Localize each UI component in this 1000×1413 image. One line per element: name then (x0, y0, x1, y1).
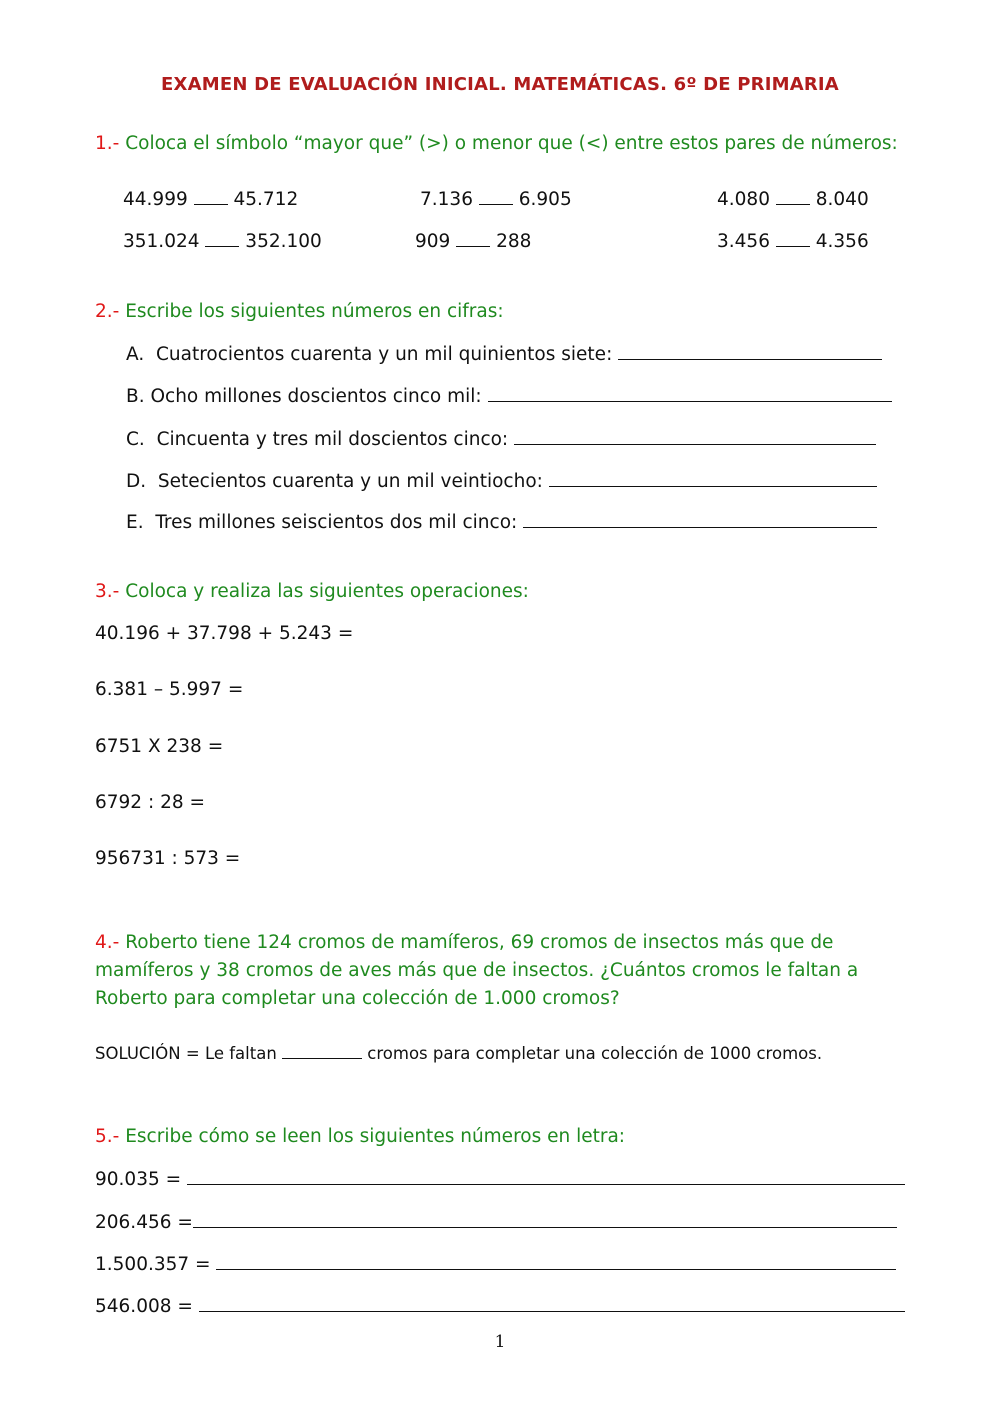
q2-item-b-letter: B. (126, 386, 145, 407)
q2-item-e-answer[interactable] (523, 511, 877, 528)
pair-3 (717, 188, 869, 210)
q5-item-3-answer[interactable] (216, 1253, 896, 1270)
pair-4 (123, 230, 322, 252)
question-1-text: Coloca el símbolo “mayor que” (>) o menor que (<) entre estos pares de números: (125, 133, 898, 154)
pair-2 (420, 188, 572, 210)
pair-5 (415, 230, 531, 252)
operation-4: 6792 : 28 = (95, 792, 205, 813)
question-4-line-3: Roberto para completar una colección de 1.000 cromos? (95, 988, 620, 1009)
q2-item-b-text: Ocho millones doscientos cinco mil: (150, 386, 482, 407)
question-4-text-1: Roberto tiene 124 cromos de mamíferos, 69 cromos de insectos más que de (125, 932, 834, 953)
pair-6-blank[interactable] (776, 230, 810, 247)
q4-solution-before: SOLUCIÓN = Le faltan (95, 1044, 277, 1063)
pair-5-a: 909 (415, 231, 451, 252)
q2-item-d (126, 470, 877, 492)
pair-5-blank[interactable] (456, 230, 490, 247)
q2-item-e (126, 511, 877, 533)
q5-item-2-answer[interactable] (193, 1211, 897, 1228)
q5-item-1-number: 90.035 = (95, 1169, 182, 1190)
question-1-heading (95, 133, 898, 154)
q4-solution (95, 1044, 822, 1063)
q2-item-d-letter: D. (126, 471, 147, 492)
q5-item-4 (95, 1295, 905, 1317)
q5-item-2 (95, 1211, 897, 1233)
question-3-number: 3.- (95, 581, 120, 602)
q5-item-4-number: 546.008 = (95, 1296, 193, 1317)
q2-item-a (126, 343, 882, 365)
pair-3-b: 8.040 (815, 189, 869, 210)
q2-item-c (126, 428, 876, 450)
q2-item-d-text: Setecientos cuarenta y un mil veintiocho: (157, 471, 543, 492)
q2-item-c-text: Cincuenta y tres mil doscientos cinco: (156, 429, 509, 450)
q5-item-3-number: 1.500.357 = (95, 1254, 211, 1275)
q4-solution-after: cromos para completar una colección de 1000 cromos. (367, 1044, 823, 1063)
question-4-number: 4.- (95, 932, 120, 953)
question-3-heading (95, 581, 529, 602)
q2-item-e-letter: E. (126, 512, 144, 533)
operation-1: 40.196 + 37.798 + 5.243 = (95, 623, 354, 644)
pair-1 (123, 188, 298, 210)
q2-item-d-answer[interactable] (549, 470, 877, 487)
operation-3: 6751 X 238 = (95, 736, 224, 757)
pair-2-a: 7.136 (420, 189, 473, 210)
question-2-text: Escribe los siguientes números en cifras: (125, 301, 504, 322)
pair-6-b: 4.356 (815, 231, 869, 252)
question-5-number: 5.- (95, 1126, 120, 1147)
q5-item-1 (95, 1168, 905, 1190)
pair-6 (717, 230, 869, 252)
q2-item-b-answer[interactable] (488, 385, 892, 402)
q5-item-3 (95, 1253, 896, 1275)
pair-2-blank[interactable] (479, 188, 513, 205)
pair-4-a: 351.024 (123, 231, 200, 252)
q2-item-e-text: Tres millones seiscientos dos mil cinco: (155, 512, 518, 533)
question-3-text: Coloca y realiza las siguientes operaciones: (125, 581, 529, 602)
pair-5-b: 288 (496, 231, 532, 252)
q5-item-4-answer[interactable] (199, 1295, 905, 1312)
question-1-number: 1.- (95, 133, 120, 154)
pair-1-a: 44.999 (123, 189, 188, 210)
pair-3-blank[interactable] (776, 188, 810, 205)
pair-3-a: 4.080 (717, 189, 770, 210)
q2-item-b (126, 385, 892, 407)
pair-2-b: 6.905 (518, 189, 572, 210)
question-4-line-1 (95, 932, 833, 953)
pair-4-b: 352.100 (245, 231, 322, 252)
q2-item-a-text: Cuatrocientos cuarenta y un mil quinientos siete: (155, 344, 613, 365)
question-2-heading (95, 301, 504, 322)
pair-6-a: 3.456 (717, 231, 770, 252)
q2-item-c-answer[interactable] (514, 428, 876, 445)
question-5-heading (95, 1126, 625, 1147)
pair-1-b: 45.712 (233, 189, 299, 210)
pair-1-blank[interactable] (194, 188, 228, 205)
q2-item-c-letter: C. (126, 429, 145, 450)
operation-2: 6.381 – 5.997 = (95, 679, 244, 700)
exam-title: EXAMEN DE EVALUACIÓN INICIAL. MATEMÁTICAS. 6º DE PRIMARIA (161, 74, 839, 95)
q4-solution-blank[interactable] (282, 1045, 362, 1059)
question-4-line-2: mamíferos y 38 cromos de aves más que de insectos. ¿Cuántos cromos le faltan a (95, 960, 859, 981)
question-5-text: Escribe cómo se leen los siguientes números en letra: (125, 1126, 626, 1147)
page-number: 1 (494, 1332, 506, 1352)
q5-item-1-answer[interactable] (187, 1168, 905, 1185)
question-2-number: 2.- (95, 301, 120, 322)
q2-item-a-answer[interactable] (618, 343, 882, 360)
q2-item-a-letter: A. (126, 344, 145, 365)
operation-5: 956731 : 573 = (95, 848, 241, 869)
q5-item-2-number: 206.456 = (95, 1212, 193, 1233)
pair-4-blank[interactable] (205, 230, 239, 247)
